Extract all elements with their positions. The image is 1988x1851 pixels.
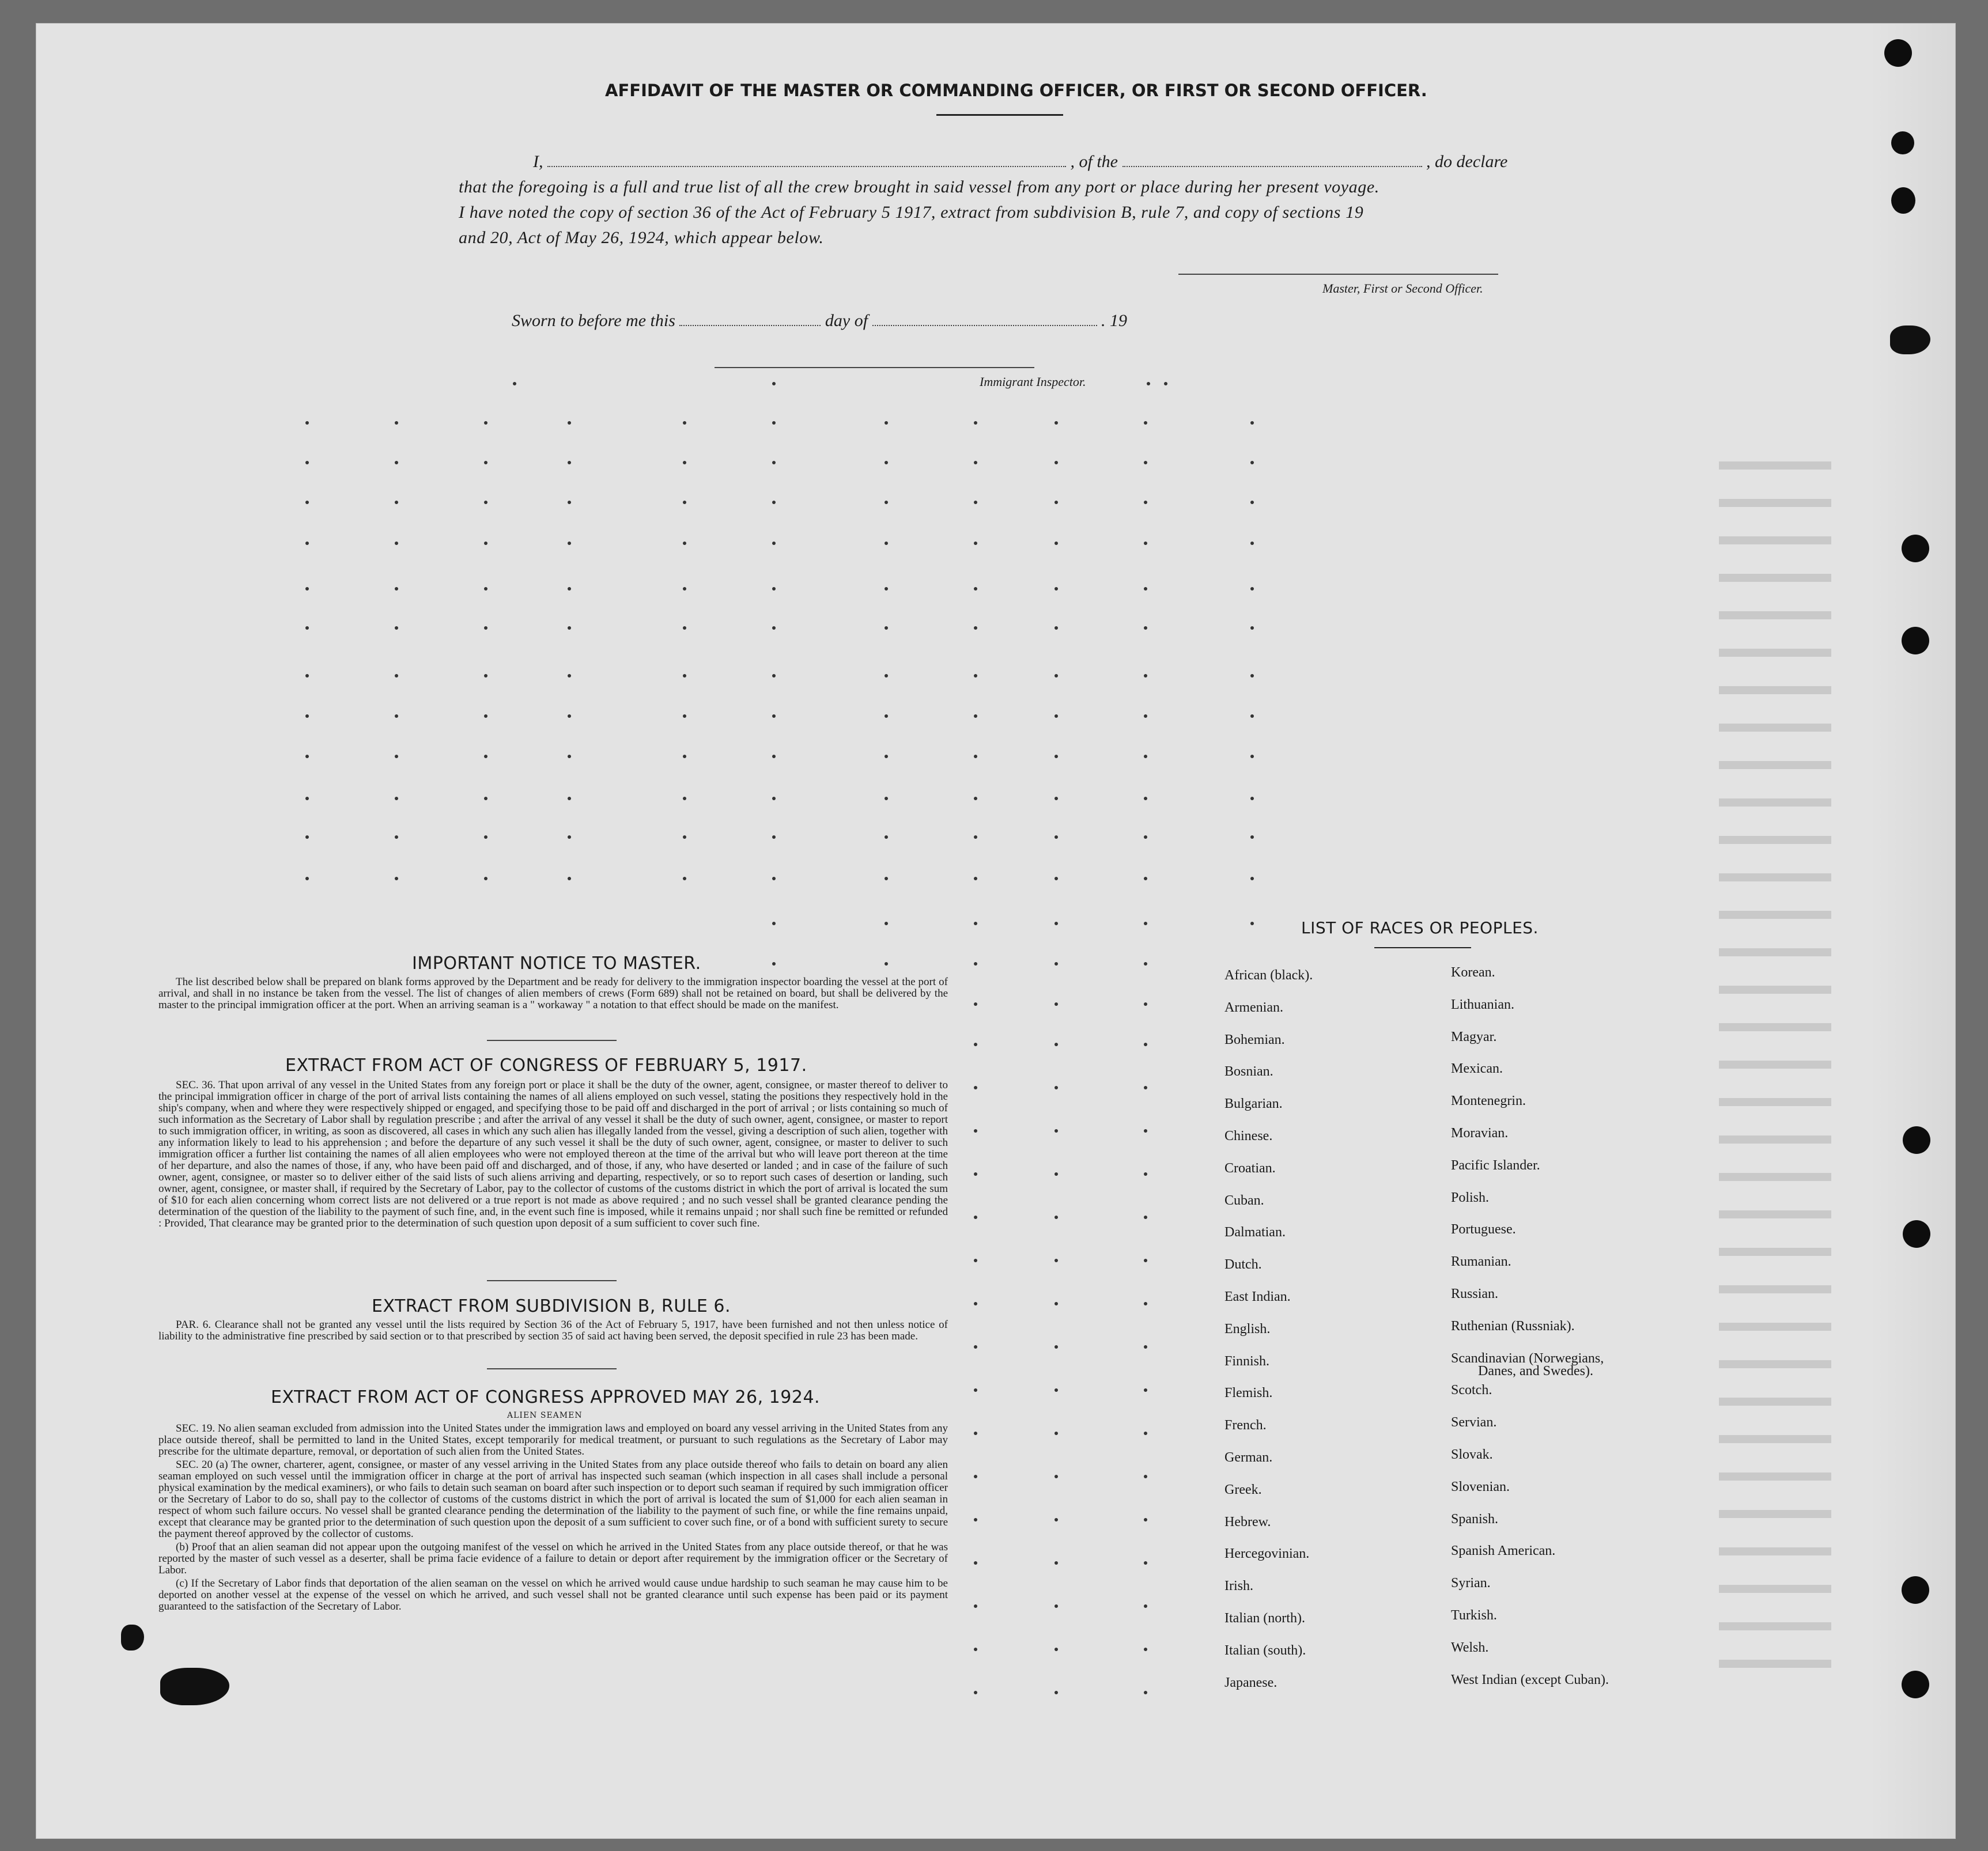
section-20a-paragraph: SEC. 20 (a) The owner, charterer, agent, consignee, or master of any vessel arriving in the United States from any place outside thereof who fails to detain on board any alien seaman employed on such vessel until the immigration officer in charge at the port of arrival has inspected such seaman (which inspection in all cases shall include a personal physical examination by the medical examiners), or who fails to detain such seaman on board after such inspection or to deport such seaman if required by such immigration officer or the Secretary of Labor to do so, shall pay to the collector of customs of the customs district in which the port of arrival is located the sum of $1,000 for each alien seaman in respect of whom such failure occurs. No vessel shall be granted clearance pending the determination of the liability to the payment of such fine, or while the fine remains unpaid, except that clearance may be granted prior to the determination of such question upon the deposit of a sum sufficient to cover such fine, or of a bond with sufficient surety to secure the payment thereof approved by the collector of customs.	[158, 1459, 948, 1540]
races-title: LIST OF RACES OR PEOPLES.	[1301, 918, 1539, 937]
race-item: Scotch.	[1451, 1383, 1492, 1398]
race-item: Hebrew.	[1224, 1515, 1271, 1530]
section-20c-paragraph: (c) If the Secretary of Labor finds that deportation of the alien seaman on the vessel on which he arrived would cause undue hardship to such seaman he may cause him to be deported on another vessel at the expense of the vessel on which he arrived, and such vessel shall not be granted clearance until such expense has been paid or its payment guaranteed to the satisfaction of the Secretary of Labor.	[158, 1577, 948, 1612]
race-scandinavian-continued: Danes, and Swedes).	[1478, 1364, 1593, 1379]
race-item: Lithuanian.	[1451, 997, 1514, 1012]
race-item: Polish.	[1451, 1190, 1490, 1205]
affidavit-declare: , do declare	[1426, 152, 1508, 171]
race-item: Mexican.	[1451, 1061, 1503, 1076]
race-item: Bulgarian.	[1224, 1096, 1283, 1111]
race-item: Servian.	[1451, 1415, 1497, 1430]
race-item: Turkish.	[1451, 1608, 1497, 1623]
race-item: Syrian.	[1451, 1576, 1491, 1591]
extract-1917-text	[158, 1080, 948, 1231]
notice-text	[158, 976, 948, 1013]
affidavit-title: AFFIDAVIT OF THE MASTER OR COMMANDING OFFICER, OR FIRST OR SECOND OFFICER.	[605, 81, 1427, 100]
race-item: Armenian.	[1224, 1000, 1283, 1015]
notice-title: IMPORTANT NOTICE TO MASTER.	[412, 953, 701, 974]
race-item: Welsh.	[1451, 1640, 1489, 1655]
race-item: Slovenian.	[1451, 1479, 1510, 1494]
section-20b-paragraph: (b) Proof that an alien seaman did not appear upon the outgoing manifest of the vessel on which he arrived in the United States from any place outside thereof, or that he was reported by the master of such vessel as a deserter, shall be prima facie evidence of a failure to detain or deport after requirement by the immigration officer or the Secretary of Labor.	[158, 1541, 948, 1576]
race-item: Pacific Islander.	[1451, 1158, 1540, 1173]
race-item: Spanish.	[1451, 1512, 1499, 1527]
race-item: Japanese.	[1224, 1675, 1278, 1690]
race-item: French.	[1224, 1418, 1267, 1433]
inspector-caption: Immigrant Inspector.	[980, 374, 1086, 389]
race-item: Korean.	[1451, 965, 1495, 980]
race-item: Montenegrin.	[1451, 1093, 1526, 1108]
notice-rule	[487, 1040, 617, 1041]
master-signature-caption: Master, First or Second Officer.	[1322, 281, 1483, 296]
subdivision-rule	[487, 1368, 617, 1369]
sworn-day-label: day of	[825, 311, 868, 330]
race-item: Italian (north).	[1224, 1611, 1305, 1626]
races-title-rule	[1374, 947, 1471, 948]
sworn-year: . 19	[1101, 311, 1128, 330]
race-item: West Indian (except Cuban).	[1451, 1672, 1609, 1687]
race-item: Bosnian.	[1224, 1064, 1273, 1079]
race-item: Magyar.	[1451, 1029, 1497, 1044]
race-item: East Indian.	[1224, 1289, 1291, 1304]
race-item: Greek.	[1224, 1482, 1262, 1497]
race-item: Italian (south).	[1224, 1643, 1306, 1658]
section-36-paragraph: SEC. 36. That upon arrival of any vessel in the United States from any foreign port or place it shall be the duty of the owner, agent, consignee, or master thereof to deliver to the principal immigration officer in charge of the port of arrival lists containing the names of all aliens employed on such vessel, stating the positions they respectively hold in the ship's company, when and where they were respectively shipped or engaged, and specifying those to be paid off and discharged in the port of arrival ; or lists containing so much of such information as the Secretary of Labor shall by regulation prescribe ; and after the arrival of any vessel it shall be the duty of such owner, agent, consignee, or master to report to such immigration officer, in writing, as soon as discovered, all cases in which any such alien has illegally landed from the vessel, giving a description of such alien, together with any information likely to lead to his apprehension ; and before the departure of any such vessel it shall be the duty of such owner, agent, consignee, or master to deliver to such immigration officer a further list containing the names of all alien employees who were not employed thereon at the time of the arrival but who will leave port thereon at the time of her departure, and also the names of those, if any, who have been paid off and discharged, and of those, if any, who have deserted or landed ; and in case of the failure of such owner, agent, consignee, or master so to deliver either of the said lists of such aliens arriving and departing, respectively, or so to report such cases of desertion or landing, such owner, agent, consignee, or master shall, if required by the Secretary of Labor, pay to the collector of customs of the customs district in which the port of arrival is located the sum of $10 for each alien concerning whom correct lists are not delivered or a true report is not made as above required ; and no such vessel shall be granted clearance pending the determination of the question of the liability to the payment of such fine, and, in the event such fine is imposed, while it remains unpaid ; nor shall such fine be remitted or refunded : Provided, That clearance may be granted prior to the determination of such question upon deposit of a sum sufficient to cover such fine.	[158, 1079, 948, 1229]
extract-1924-title: EXTRACT FROM ACT OF CONGRESS APPROVED MAY 26, 1924.	[271, 1387, 821, 1407]
subdivision-text	[158, 1319, 948, 1344]
race-item: Dalmatian.	[1224, 1225, 1286, 1240]
race-item: Chinese.	[1224, 1129, 1273, 1144]
affidavit-line-3: I have noted the copy of section 36 of the Act of February 5 1917, extract from subdivision B, rule 7, and copy of sections 19	[459, 203, 1364, 222]
race-item: Flemish.	[1224, 1386, 1273, 1400]
race-item: Portuguese.	[1451, 1222, 1516, 1237]
race-item: English.	[1224, 1322, 1271, 1337]
notice-paragraph: The list described below shall be prepared on blank forms approved by the Department and be ready for delivery to the immigration inspector boarding the vessel at the port of arrival, and shall in no instance be taken from the vessel. The list of changes of alien members of crews (Form 689) shall not be retained on board, but shall be delivered by the master to the principal immigration officer at the port. When an arriving seaman is a " workaway " a notation to that effect should be made on the manifest.	[158, 976, 948, 1011]
race-item: Ruthenian (Russniak).	[1451, 1319, 1575, 1334]
affidavit-line-2: that the foregoing is a full and true list of all the crew brought in said vessel from any port or place during her present voyage.	[459, 177, 1379, 196]
race-item: Dutch.	[1224, 1257, 1262, 1272]
affidavit-i: I,	[533, 152, 543, 171]
sworn-prefix: Sworn to before me this	[512, 311, 675, 330]
extract-1917-rule	[487, 1280, 617, 1281]
race-item: Croatian.	[1224, 1161, 1276, 1176]
section-19-paragraph: SEC. 19. No alien seaman excluded from admission into the United States under the immigration laws and employed on board any vessel arriving in the United States from any place outside thereof, shall be permitted to land in the United States, except temporarily for medical treatment, or pursuant to such regulations as the Secretary of Labor may prescribe for the ultimate departure, removal, or deportation of such alien from the United States.	[158, 1422, 948, 1458]
extract-1924-text	[158, 1423, 948, 1614]
race-item: Rumanian.	[1451, 1254, 1511, 1269]
race-item: Spanish American.	[1451, 1543, 1556, 1558]
race-item: Hercegovinian.	[1224, 1546, 1310, 1561]
alien-seamen-subtitle: ALIEN SEAMEN	[507, 1411, 583, 1420]
affidavit-of-the: , of the	[1070, 152, 1118, 171]
race-item: German.	[1224, 1450, 1273, 1465]
affidavit-line-4: and 20, Act of May 26, 1924, which appear below.	[459, 228, 824, 247]
race-item: Bohemian.	[1224, 1032, 1285, 1047]
race-item: African (black).	[1224, 968, 1313, 983]
race-item: Slovak.	[1451, 1447, 1493, 1462]
race-item: Cuban.	[1224, 1193, 1264, 1208]
race-item: Scandinavian (Norwegians,	[1451, 1351, 1604, 1366]
rule-6-paragraph: PAR. 6. Clearance shall not be granted any vessel until the lists required by Section 36 of the Act of February 5, 1917, have been furnished and not then unless notice of liability to the administrative fine prescribed by said section or to that prescribed by section 35 of said act having been served, the deposit specified in rule 23 has been made.	[158, 1319, 948, 1342]
subdivision-title: EXTRACT FROM SUBDIVISION B, RULE 6.	[372, 1296, 731, 1316]
race-item: Russian.	[1451, 1286, 1499, 1301]
extract-1917-title: EXTRACT FROM ACT OF CONGRESS OF FEBRUARY 5, 1917.	[285, 1055, 807, 1076]
race-item: Irish.	[1224, 1579, 1253, 1593]
race-item: Finnish.	[1224, 1354, 1270, 1369]
race-item: Moravian.	[1451, 1126, 1509, 1141]
